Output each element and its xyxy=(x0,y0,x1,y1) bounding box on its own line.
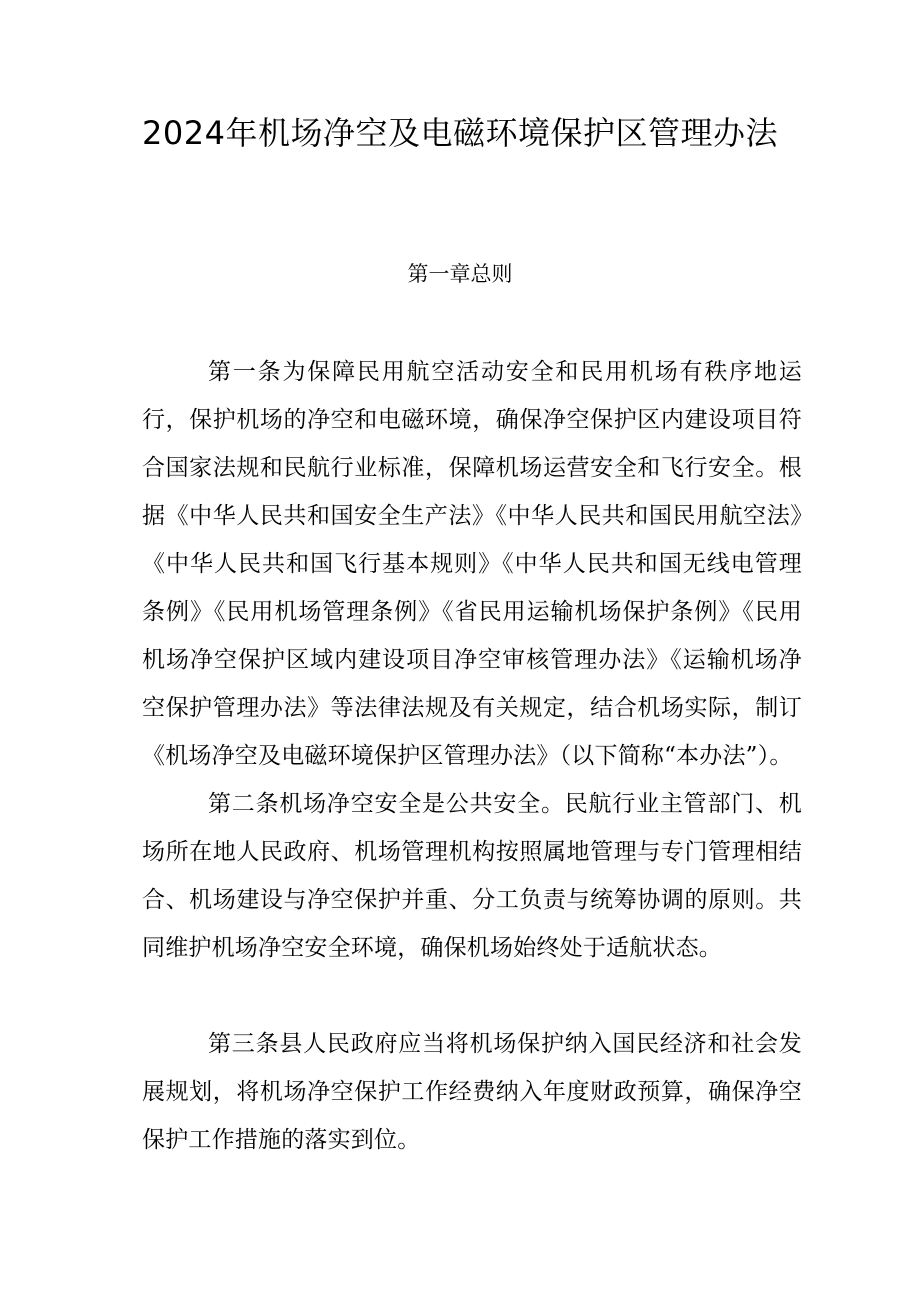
article-3-paragraph: 第三条县人民政府应当将机场保护纳入国民经济和社会发展规划，将机场净空保护工作经费纳入年度财政预算，确保净空保护工作措施的落实到位。 xyxy=(142,1031,802,1153)
chapter-heading: 第一章总则 xyxy=(407,262,513,286)
article-2-paragraph: 第二条机场净空安全是公共安全。民航行业主管部门、机场所在地人民政府、机场管理机构按照属地管理与专门管理相结合、机场建设与净空保护并重、分工负责与统筹协调的原则。共同维护机场净空安全环境，确保机场始终处于适航状态。 xyxy=(142,791,802,961)
article-1-paragraph: 第一条为保障民用航空活动安全和民用机场有秩序地运行，保护机场的净空和电磁环境，确保净空保护区内建设项目符合国家法规和民航行业标准，保障机场运营安全和飞行安全。根据《中华人民共和国安全生产法》《中华人民共和国民用航空法》《中华人民共和国飞行基本规则》《中华人民共和国无线电管理条例》《民用机场管理条例》《省民用运输机场保护条例》《民用机场净空保护区域内建设项目净空审核管理办法》《运输机场净空保护管理办法》等法律法规及有关规定，结合机场实际，制订《机场净空及电磁环境保护区管理办法》（以下简称“本办法”）。 xyxy=(142,359,802,769)
document-title: 2024年机场净空及电磁环境保护区管理办法 xyxy=(142,114,778,152)
